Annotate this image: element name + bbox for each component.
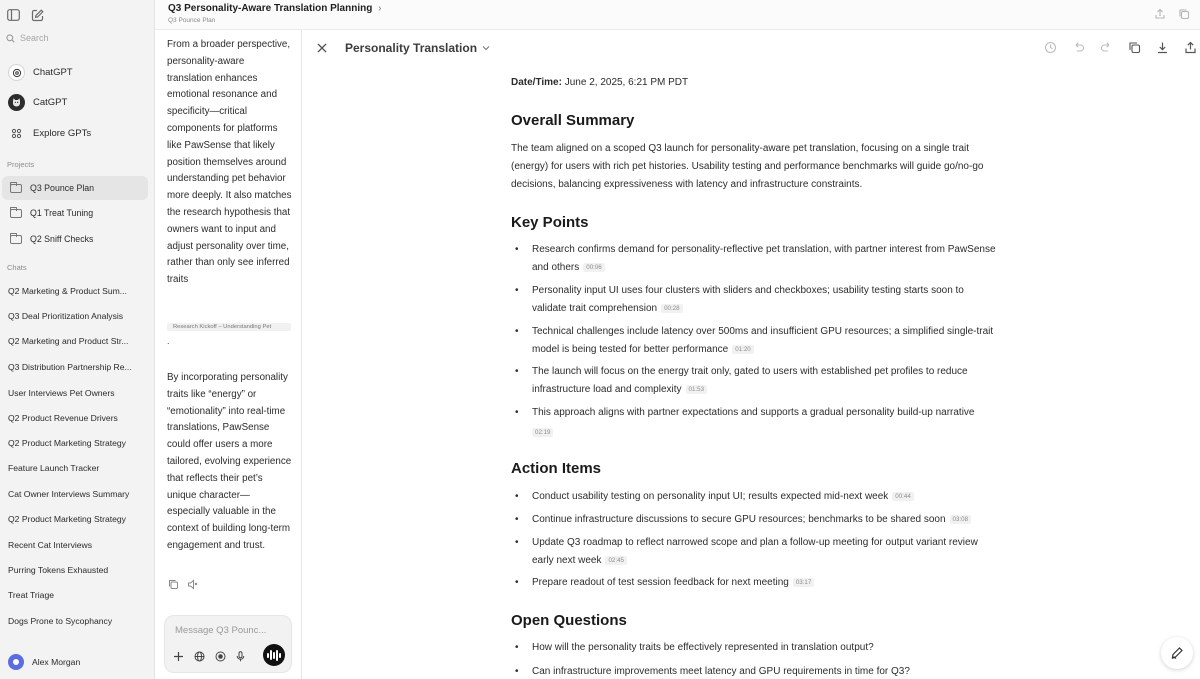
key-point-item	[511, 404, 1001, 440]
message-fragment: .	[167, 336, 170, 346]
key-point-item	[511, 323, 1001, 359]
key-point-text: Research confirms demand for personality-reflective pet translation, with partner interest from PawSense and others	[532, 244, 996, 273]
project-item-q2-sniff-checks[interactable]	[2, 227, 148, 251]
copy-icon[interactable]	[1178, 7, 1190, 25]
plus-icon[interactable]	[173, 649, 184, 667]
projects-heading: Projects	[7, 160, 35, 169]
message-composer[interactable]	[164, 615, 292, 673]
action-text: Continue infrastructure discussions to secure GPU resources; benchmarks to be shared soon	[532, 514, 946, 525]
timestamp-chip[interactable]: 01:53	[686, 385, 707, 394]
composer-toolbar	[173, 649, 245, 667]
actions-heading: Action Items	[511, 460, 602, 477]
action-item	[511, 511, 1001, 529]
chat-item[interactable]: Q3 Deal Prioritization Analysis	[8, 311, 124, 321]
globe-icon[interactable]	[194, 649, 205, 667]
canvas-title: Personality Translation	[345, 41, 478, 55]
grid-icon	[8, 125, 25, 142]
question-text: Can infrastructure improvements meet latency and GPU requirements in time for Q3?	[532, 666, 910, 677]
summary-heading: Overall Summary	[511, 112, 635, 129]
search-placeholder: Search	[20, 33, 49, 43]
keypoints-heading: Key Points	[511, 214, 589, 231]
datetime-value: June 2, 2025, 6:21 PM PDT	[564, 77, 689, 88]
question-item	[511, 663, 1001, 679]
questions-heading: Open Questions	[511, 612, 627, 629]
message-input[interactable]: Message Q3 Pounc...	[175, 625, 267, 636]
record-icon[interactable]	[215, 649, 226, 667]
conversation-title-text: Q3 Personality-Aware Translation Planning	[168, 3, 373, 14]
folder-icon	[10, 184, 22, 193]
timestamp-chip[interactable]: 00:28	[661, 304, 682, 313]
message-actions	[168, 577, 198, 595]
chat-item[interactable]: Q2 Product Marketing Strategy	[8, 438, 126, 448]
redo-icon[interactable]	[1100, 41, 1113, 59]
top-header	[155, 0, 1200, 30]
action-item	[511, 534, 1001, 570]
timestamp-chip[interactable]: 02:19	[532, 428, 553, 437]
chat-item[interactable]: Purring Tokens Exhausted	[8, 565, 109, 575]
download-icon[interactable]	[1156, 41, 1169, 59]
key-point-item	[511, 363, 1001, 399]
user-profile[interactable]	[8, 654, 80, 670]
copy-icon[interactable]	[1128, 41, 1141, 59]
chat-item[interactable]: Q2 Product Marketing Strategy	[8, 514, 126, 524]
sidebar-toolbar	[0, 0, 154, 30]
chevron-right-icon: ›	[378, 3, 382, 14]
timestamp-chip[interactable]: 00:06	[583, 263, 604, 272]
undo-icon[interactable]	[1072, 41, 1085, 59]
read-aloud-icon[interactable]	[187, 577, 198, 595]
gpt-item-chatgpt[interactable]	[8, 64, 73, 81]
key-point-text: Technical challenges include latency over 500ms and insufficient GPU resources; a simplified single-trait model is being tested for better performance	[532, 326, 994, 355]
history-icon[interactable]	[1044, 41, 1057, 59]
assistant-message-paragraph: By incorporating personality traits like “energy” or “emotionality” into real-time translations, PawSense could offer users a more tailored, evolving experience that reflects their pet’s unique character—especially valuable in the context of building long-term engagement and trust.	[167, 372, 292, 551]
chats-heading: Chats	[7, 263, 27, 272]
chat-item[interactable]: Dogs Prone to Sycophancy	[8, 616, 113, 626]
pencil-icon	[1170, 646, 1184, 660]
canvas-toolbar	[1044, 41, 1197, 59]
chat-item[interactable]: Q3 Distribution Partnership Re...	[8, 362, 132, 372]
gpt-item-catgpt[interactable]	[8, 94, 67, 111]
canvas-title-dropdown[interactable]	[345, 41, 490, 55]
chat-item[interactable]: Treat Triage	[8, 590, 55, 600]
new-chat-icon[interactable]	[30, 8, 44, 22]
project-item-q3-pounce-plan[interactable]	[2, 176, 148, 200]
timestamp-chip[interactable]: 03:17	[793, 578, 814, 587]
cat-avatar-icon	[8, 94, 25, 111]
gpt-label: Explore GPTs	[33, 128, 92, 139]
chat-item[interactable]: User Interviews Pet Owners	[8, 388, 115, 398]
timestamp-chip[interactable]: 03:08	[950, 515, 971, 524]
key-point-item	[511, 282, 1001, 318]
chat-item[interactable]: Recent Cat Interviews	[8, 540, 93, 550]
action-item	[511, 574, 1001, 592]
chat-item[interactable]: Q2 Product Revenue Drivers	[8, 413, 118, 423]
action-text: Conduct usability testing on personality input UI; results expected mid-next week	[532, 491, 889, 502]
question-text: How will the personality traits be effectively represented in translation output?	[532, 642, 874, 653]
action-text: Prepare readout of test session feedback for next meeting	[532, 577, 789, 588]
search-icon	[6, 34, 15, 43]
avatar	[8, 654, 24, 670]
project-label: Q1 Treat Tuning	[30, 208, 94, 218]
timestamp-chip[interactable]: 02:45	[605, 556, 626, 565]
canvas-panel	[302, 30, 1200, 679]
share-icon[interactable]	[1184, 41, 1197, 59]
summary-text: The team aligned on a scoped Q3 launch for personality-aware pet translation, focusing on a single trait (energy) for users with rich pet histories. Usability testing and performance benchmarks will guide go/no-go decisions, balancing expressiveness with latency and infrastructure constraints.	[511, 143, 984, 190]
voice-wave-icon	[267, 653, 269, 658]
copy-icon[interactable]	[168, 577, 179, 595]
gpt-label: ChatGPT	[33, 67, 73, 78]
sidebar	[0, 0, 155, 679]
chat-item[interactable]: Feature Launch Tracker	[8, 463, 100, 473]
chat-item[interactable]: Q2 Marketing and Product Str...	[8, 336, 129, 346]
action-text: Update Q3 roadmap to reflect narrowed scope and plan a follow-up meeting for output variant review early next week	[532, 537, 978, 566]
share-icon[interactable]	[1154, 7, 1166, 25]
project-breadcrumb[interactable]: Q3 Pounce Plan	[168, 17, 216, 24]
timestamp-chip[interactable]: 00:44	[892, 492, 913, 501]
project-label: Q3 Pounce Plan	[30, 183, 95, 193]
key-point-text: This approach aligns with partner expectations and supports a gradual personality build-up narrative	[532, 407, 975, 418]
key-point-text: Personality input UI uses four clusters with sliders and checkboxes; usability testing starts soon to validate trait comprehension	[532, 285, 964, 314]
user-name: Alex Morgan	[32, 657, 81, 667]
gpt-label: CatGPT	[33, 97, 68, 108]
folder-icon	[10, 235, 22, 244]
chat-item[interactable]: Q2 Marketing & Product Sum...	[8, 286, 127, 296]
chat-panel	[155, 30, 302, 679]
key-point-text: The launch will focus on the energy trait only, gated to users with established pet profiles to reduce infrastructure load and complexity	[532, 366, 968, 395]
project-label: Q2 Sniff Checks	[30, 234, 94, 244]
question-item	[511, 639, 1001, 657]
conversation-title[interactable]	[168, 3, 381, 14]
chat-item[interactable]: Cat Owner Interviews Summary	[8, 489, 130, 499]
sidebar-search[interactable]	[6, 33, 49, 43]
close-icon[interactable]	[316, 41, 328, 59]
folder-icon	[10, 209, 22, 218]
action-item	[511, 488, 1001, 506]
datetime-line	[511, 77, 688, 88]
voice-mode-button[interactable]	[263, 644, 285, 666]
edit-suggestions-button[interactable]	[1161, 637, 1193, 669]
header-actions	[1154, 7, 1190, 25]
citation-chip[interactable]: Research Kickoff – Understanding Pet	[167, 323, 291, 331]
project-item-q1-treat-tuning[interactable]	[2, 201, 148, 225]
gpt-item-explore[interactable]	[8, 125, 91, 142]
datetime-label: Date/Time:	[511, 77, 562, 88]
openai-icon	[8, 64, 25, 81]
microphone-icon[interactable]	[236, 649, 245, 667]
toggle-sidebar-icon[interactable]	[6, 8, 20, 22]
timestamp-chip[interactable]: 01:20	[732, 345, 753, 354]
chevron-down-icon	[482, 45, 490, 51]
assistant-message-paragraph: From a broader perspective, personality-aware translation enhances emotional resonance and specificity—critical components for platforms like PawSense that likely position themselves around understanding pet behavior more deeply. It also matches the research hypothesis that owners want to input and adjust personality over time, rather than only see inferred traits	[167, 39, 292, 286]
key-point-item	[511, 241, 1001, 277]
